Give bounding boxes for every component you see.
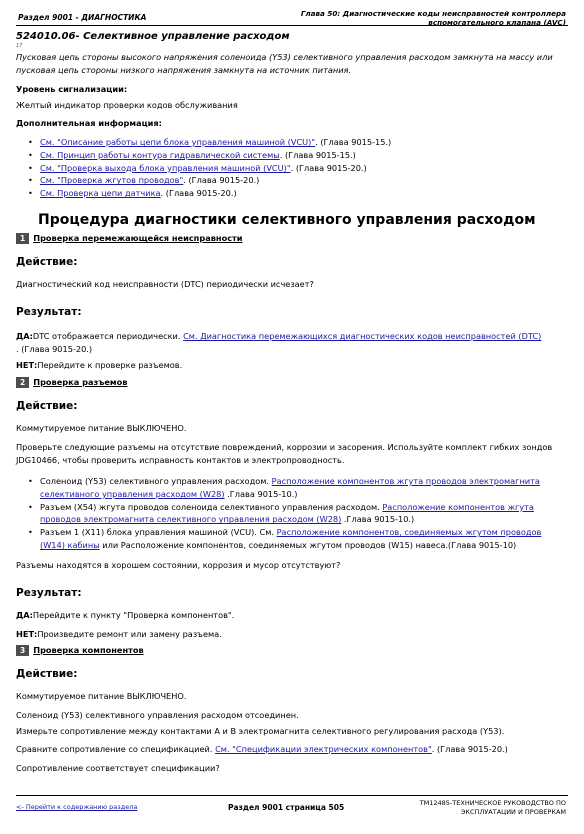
step-1-result-label: Результат: — [16, 306, 82, 318]
connector-suffix: .Глава 9015-10.) — [341, 514, 415, 525]
step-3-measure-text: Измерьте сопротивление между контактами A и B электромагнита селективного регулирования расхода (Y53). — [16, 726, 505, 736]
list-item — [28, 501, 568, 527]
header-divider — [16, 25, 568, 26]
small-number: 17 — [16, 43, 23, 49]
header-chapter-line1: Глава 50: Диагностические коды неисправностей контроллера — [300, 9, 566, 18]
connector-text: Разъем 1 (X11) блока управления машиной (VCU). См. — [40, 527, 277, 538]
step-1-no-text: Перейдите к проверке разъемов. — [37, 360, 183, 370]
page-number: Раздел 9001 страница 505 — [228, 803, 345, 812]
info-link-sensor-circuit[interactable]: См. Проверка цепи датчика — [40, 188, 161, 199]
w28-location-link[interactable]: Расположение компонентов жгута проводов электромагнита селективного управления расходом (W28) — [40, 476, 540, 499]
info-link-suffix: . (Глава 9015-20.) — [183, 175, 260, 186]
step-3-compare-suffix: . (Глава 9015-20.) — [431, 744, 508, 754]
list-item — [28, 526, 568, 552]
step-2-yes-line — [16, 609, 234, 622]
list-item — [28, 149, 568, 162]
alarm-level-label: Уровень сигнализации: — [16, 84, 128, 94]
step-3-heading[interactable] — [16, 645, 144, 656]
step-3-title: Проверка компонентов — [33, 645, 144, 655]
header-section-label: Раздел 9001 - ДИАГНОСТИКА — [18, 13, 147, 22]
header-chapter-line2: вспомогательного клапана (AVC) — [428, 18, 566, 27]
step-1-yes-line — [16, 330, 572, 356]
info-link-vcu-description[interactable]: См. "Описание работы цепи блока управления машиной (VCU)" — [40, 137, 316, 147]
procedure-title: Процедура диагностики селективного управления расходом — [38, 212, 536, 228]
manual-title-line1: TM12485-ТЕХНИЧЕСКОЕ РУКОВОДСТВО ПО — [419, 799, 566, 807]
additional-info-label: Дополнительная информация: — [16, 118, 162, 128]
connector-text: Разъем (X54) жгута проводов соленоида селективного управления расходом. — [40, 501, 383, 512]
step-1-action-text: Диагностический код неисправности (DTC) периодически исчезает? — [16, 279, 314, 289]
step-3-action-label: Действие: — [16, 668, 78, 680]
back-to-contents-link[interactable]: <- Перейти к содержанию раздела — [16, 803, 138, 811]
no-label: НЕТ: — [16, 360, 38, 370]
step-3-question: Сопротивление соответствует спецификации? — [16, 763, 220, 773]
list-item — [28, 162, 568, 175]
section-title: 524010.06- Селективное управление расходом — [16, 31, 290, 42]
step-2-yes-text: Перейдите к пункту "Проверка компонентов". — [32, 610, 235, 620]
connector-text: Соленоид (Y53) селективного управления расходом. — [40, 476, 272, 486]
step-1-heading[interactable] — [16, 233, 243, 244]
info-link-harness-check[interactable]: См. "Проверка жгутов проводов" — [40, 175, 184, 186]
yes-label: ДА: — [16, 610, 33, 620]
step-1-yes-suffix: . (Глава 9015-20.) — [16, 344, 93, 354]
connector-suffix: .Глава 9015-10.) — [224, 488, 298, 499]
step-3-power-text: Коммутируемое питание ВЫКЛЮЧЕНО. — [16, 691, 187, 701]
list-item — [28, 475, 568, 501]
step-2-no-text: Произведите ремонт или замену разъема. — [37, 629, 222, 639]
step-2-result-label: Результат: — [16, 587, 82, 599]
w28-location-link-2[interactable]: Расположение компонентов жгута проводов электромагнита селективного управления расходом (W28) — [40, 501, 534, 525]
dtc-intermittent-link[interactable]: См. Диагностика перемежающихся диагностических кодов неисправностей (DTC) — [183, 331, 542, 341]
list-item — [28, 174, 568, 187]
step-2-heading[interactable] — [16, 377, 127, 388]
footer-divider — [16, 795, 568, 796]
step-2-instructions: Проверьте следующие разъемы на отсутствие повреждений, коррозии и засорения. Используйте комплект гибких зондов JDG10466, чтобы проверить исправность контактов и электропроводность. — [16, 442, 553, 465]
step-2-action-label: Действие: — [16, 400, 78, 412]
manual-title — [420, 799, 566, 817]
info-link-vcu-output[interactable]: См. "Проверка выхода блока управления машиной (VCU)" — [40, 162, 291, 173]
step-1-number: 1 — [16, 233, 29, 244]
list-item — [28, 187, 568, 200]
additional-info-list — [28, 136, 568, 200]
info-link-hydraulic[interactable]: См. Принцип работы контура гидравлической системы — [40, 149, 280, 160]
alarm-level-text: Желтый индикатор проверки кодов обслуживания — [16, 100, 238, 110]
step-3-compare-line — [16, 743, 508, 756]
step-1-title: Проверка перемежающейся неисправности — [33, 233, 243, 243]
info-link-suffix: . (Глава 9015-20.) — [160, 188, 237, 199]
step-2-power-text: Коммутируемое питание ВЫКЛЮЧЕНО. — [16, 423, 187, 433]
step-1-yes-text: DTC отображается периодически. — [32, 331, 184, 341]
list-item — [28, 136, 568, 149]
step-2-number: 2 — [16, 377, 29, 388]
step-2-question: Разъемы находятся в хорошем состоянии, коррозия и мусор отсутствуют? — [16, 560, 341, 570]
no-label: НЕТ: — [16, 629, 38, 639]
info-link-suffix: . (Глава 9015-15.) — [279, 149, 356, 160]
step-2-no-line — [16, 628, 222, 641]
info-link-suffix: . (Глава 9015-20.) — [290, 162, 367, 173]
step-2-title: Проверка разъемов — [33, 377, 128, 387]
manual-title-line2: ЭКСПЛУАТАЦИИ И ПРОВЕРКАМ — [460, 808, 566, 816]
connector-list — [28, 475, 568, 552]
step-3-disconnected-text: Соленоид (Y53) селективного управления расходом отсоединен. — [16, 710, 299, 720]
fault-description: Пусковая цепь стороны высокого напряжения соленоида (Y53) селективного управления расходом замкнута на массу или пусковая цепь стороны низкого напряжения замкнута на источник питания. — [16, 52, 553, 75]
step-1-action-label: Действие: — [16, 256, 78, 268]
step-3-number: 3 — [16, 645, 29, 656]
yes-label: ДА: — [16, 331, 33, 341]
electrical-spec-link[interactable]: См. "Спецификации электрических компонентов" — [215, 744, 432, 754]
connector-suffix: или Расположение компонентов, соединяемых жгутом проводов (W15) навеса.(Глава 9015-10) — [99, 539, 517, 550]
step-3-compare-text: Сравните сопротивление со спецификацией. — [16, 744, 216, 754]
step-1-no-line — [16, 359, 182, 372]
w14-location-link[interactable]: Расположение компонентов, соединяемых жгутом проводов (W14) кабины — [40, 527, 542, 550]
info-link-suffix: . (Глава 9015-15.) — [315, 137, 392, 147]
